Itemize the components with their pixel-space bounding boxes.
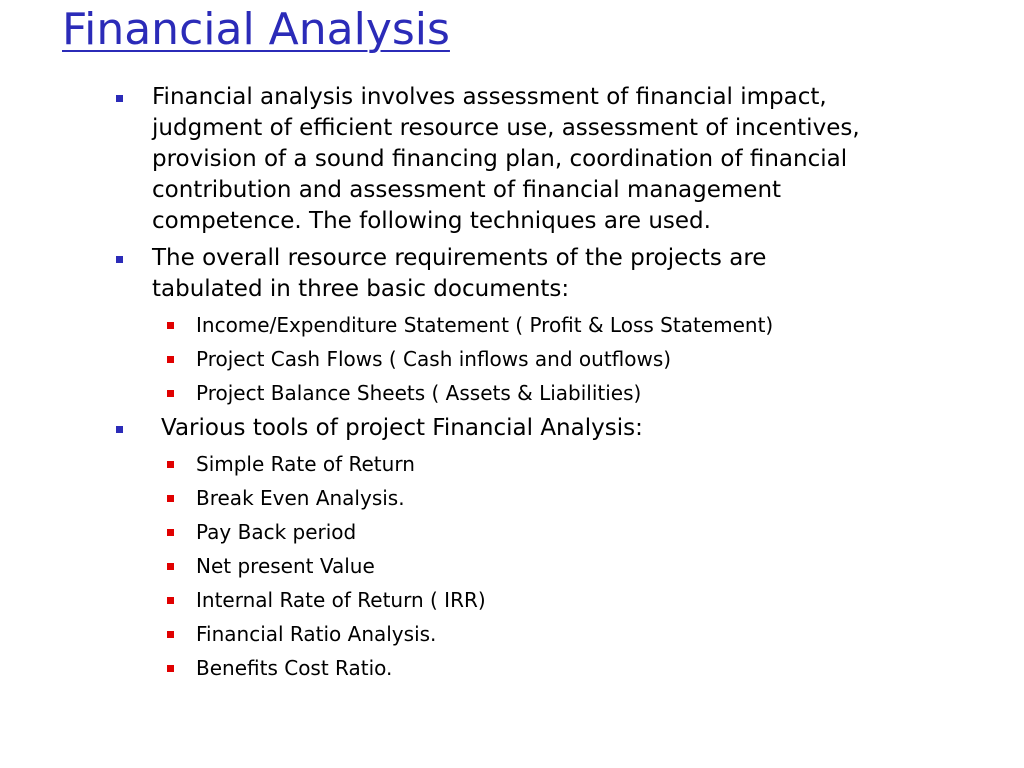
sub-bullet-text: Project Cash Flows ( Cash inflows and outflows): [196, 347, 672, 371]
sub-bullet-text: Benefits Cost Ratio.: [196, 656, 393, 680]
bullet-line: tabulated in three basic documents:: [152, 276, 570, 302]
sub-bullet-item: [110, 450, 990, 478]
square-bullet-icon: [167, 390, 174, 397]
sub-bullet-text: Break Even Analysis.: [196, 486, 405, 510]
square-bullet-icon: [116, 426, 123, 433]
bullet-line: provision of a sound financing plan, coordination of financial: [152, 146, 848, 172]
bullet-line: contribution and assessment of financial management: [152, 177, 782, 203]
sub-bullet-text: Pay Back period: [196, 520, 357, 544]
sub-bullet-item: [110, 311, 990, 339]
sub-bullet-text: Simple Rate of Return: [196, 452, 415, 476]
sub-bullet-text: Project Balance Sheets ( Assets & Liabilities): [196, 381, 642, 405]
square-bullet-icon: [116, 95, 123, 102]
sub-bullet-text: Financial Ratio Analysis.: [196, 622, 437, 646]
bullet-text: [152, 82, 990, 237]
sub-bullet-item: [110, 518, 990, 546]
square-bullet-icon: [167, 597, 174, 604]
bullet-line: judgment of efficient resource use, assessment of incentives,: [152, 115, 860, 141]
slide-content: [110, 82, 990, 688]
sub-bullet-item: [110, 654, 990, 682]
bullet-line: Financial analysis involves assessment of financial impact,: [152, 84, 827, 110]
sub-bullet-item: [110, 552, 990, 580]
sub-bullet-item: [110, 484, 990, 512]
sub-bullet-item: [110, 586, 990, 614]
bullet-item: [110, 243, 990, 305]
bullet-item: [110, 413, 990, 444]
sub-bullet-item: [110, 379, 990, 407]
square-bullet-icon: [167, 322, 174, 329]
square-bullet-icon: [167, 631, 174, 638]
bullet-text: [152, 243, 990, 305]
bullet-line: Various tools of project Financial Analysis:: [161, 415, 643, 441]
sub-bullet-item: [110, 345, 990, 373]
bullet-item: [110, 82, 990, 237]
bullet-line: The overall resource requirements of the projects are: [152, 245, 767, 271]
square-bullet-icon: [167, 563, 174, 570]
square-bullet-icon: [116, 256, 123, 263]
square-bullet-icon: [167, 665, 174, 672]
square-bullet-icon: [167, 495, 174, 502]
square-bullet-icon: [167, 356, 174, 363]
sub-bullet-text: Net present Value: [196, 554, 375, 578]
bullet-line: competence. The following techniques are used.: [152, 208, 711, 234]
square-bullet-icon: [167, 529, 174, 536]
sub-bullet-text: Internal Rate of Return ( IRR): [196, 588, 486, 612]
bullet-text: [152, 413, 990, 444]
slide-title: Financial Analysis: [62, 4, 450, 55]
sub-bullet-text: Income/Expenditure Statement ( Profit & Loss Statement): [196, 313, 774, 337]
square-bullet-icon: [167, 461, 174, 468]
sub-bullet-item: [110, 620, 990, 648]
